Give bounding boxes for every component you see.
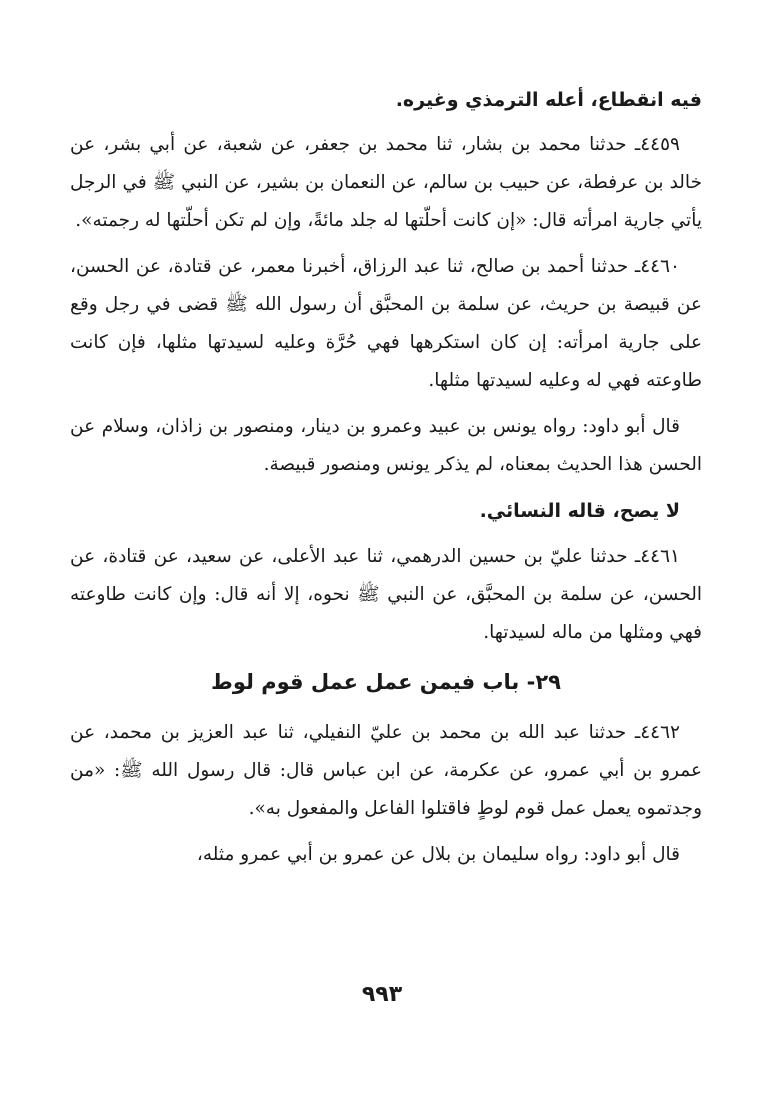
abu-dawud-note-1: قال أبو داود: رواه يونس بن عبيد وعمرو بن دينار، ومنصور بن زاذان، وسلام عن الحسن هذا الحديث بمعناه، لم يذكر يونس ومنصور قبيصة. xyxy=(70,416,702,475)
verdict-line: لا يصح، قاله النسائي. xyxy=(479,500,680,522)
hadith-text: ـ حدثنا أحمد بن صالح، ثنا عبد الرزاق، أخبرنا معمر، عن قتادة، عن الحسن، عن قبيصة بن حريث، عن سلمة بن المحبَّق أن رسول الله ﷺ قضى في رجل وقع على جارية امرأته: إن كان استكرهها فهي حُرَّة وعليه لسيدتها مثلها، فإن كانت طاوعته فهي له وعليه لسيدتها مثلها. xyxy=(70,256,702,391)
hadith-text: ـ حدثنا محمد بن بشار، ثنا محمد بن جعفر، عن شعبة، عن أبي بشر، عن خالد بن عرفطة، عن حبيب بن سالم، عن النعمان بن بشير، عن النبي ﷺ في الرجل يأتي جارية امرأته قال: «إن كانت أحلّتها له جلد مائةً، وإن لم تكن أحلّتها له رجمته». xyxy=(70,134,702,231)
chapter-heading: ٢٩- باب فيمن عمل عمل قوم لوط xyxy=(211,670,561,694)
page-body xyxy=(70,82,702,882)
abu-dawud-note-2: قال أبو داود: رواه سليمان بن بلال عن عمرو بن أبي عمرو مثله، xyxy=(196,844,680,865)
hadith-number: ٤٤٦٠ xyxy=(640,256,680,277)
page-number: ٩٩٣ xyxy=(361,982,403,1007)
hadith-number: ٤٤٥٩ xyxy=(640,134,680,155)
hadith-4462 xyxy=(70,714,702,828)
hadith-4460 xyxy=(70,248,702,400)
header-line: فيه انقطاع، أعله الترمذي وغيره. xyxy=(395,89,702,111)
hadith-4461 xyxy=(70,538,702,652)
hadith-text: ـ حدثنا عبد الله بن محمد بن عليّ النفيلي، ثنا عبد العزيز بن محمد، عن عمرو بن أبي عمرو، عن عكرمة، عن ابن عباس قال: قال رسول الله ﷺ: «من وجدتموه يعمل عمل قوم لوطٍ فاقتلوا الفاعل والمفعول به». xyxy=(70,722,702,819)
hadith-number: ٤٤٦٢ xyxy=(640,722,680,743)
hadith-4459 xyxy=(70,126,702,240)
hadith-number: ٤٤٦١ xyxy=(640,546,680,567)
hadith-text: ـ حدثنا عليّ بن حسين الدرهمي، ثنا عبد الأعلى، عن سعيد، عن قتادة، عن الحسن، عن سلمة بن المحبَّق، عن النبي ﷺ نحوه، إلا أنه قال: وإن كانت طاوعته فهي ومثلها من ماله لسيدتها. xyxy=(70,546,702,643)
